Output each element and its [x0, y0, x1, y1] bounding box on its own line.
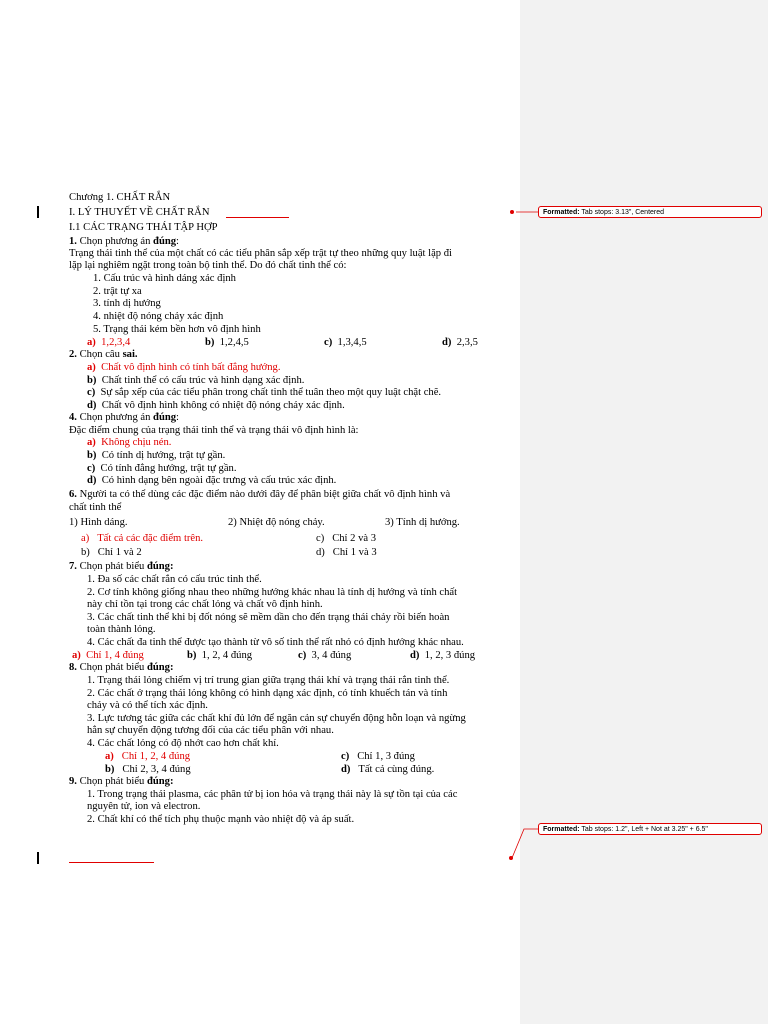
- chapter-title: Chương 1. CHẤT RẮN: [69, 192, 171, 203]
- q8-statement: 3. Lực tương tác giữa các chất khí đủ lớn để ngăn cản sự chuyển động hỗn loạn và ngừng: [87, 713, 466, 724]
- q2-stem: 2. Chọn câu sai.: [69, 349, 138, 360]
- q7-stem: 7. Chọn phát biểu đúng:: [69, 561, 174, 572]
- q1-option-c: c) 1,3,4,5: [324, 337, 367, 348]
- q8-statement: chảy và có thể tích xác định.: [87, 700, 208, 711]
- comment-anchor-dot: [510, 210, 514, 214]
- q8-statement: 4. Các chất lỏng có độ nhớt cao hơn chất khí.: [87, 738, 279, 749]
- q1-item: 1. Cấu trúc và hình dáng xác định: [93, 273, 236, 284]
- q7-statement: 2. Cơ tính không giống nhau theo những hướng khác nhau là tính dị hướng và tính chất: [87, 587, 458, 598]
- q7-option-c: c) 3, 4 đúng: [298, 650, 352, 661]
- q6-criterion: 2) Nhiệt độ nóng chảy.: [228, 517, 325, 528]
- q4-option-c: c) Có tính đẳng hướng, trật tự gần.: [87, 463, 237, 474]
- q7-option-d: d) 1, 2, 3 đúng: [410, 650, 476, 661]
- q4-option-d: d) Có hình dạng bên ngoài đặc trưng và cấu trúc xác định.: [87, 475, 337, 486]
- q4-stem: 4. Chọn phương án đúng:: [69, 412, 179, 423]
- q7-option-a: a) Chỉ 1, 4 đúng: [72, 650, 144, 661]
- section-title: I. LÝ THUYẾT VỀ CHẤT RẮN: [69, 207, 210, 218]
- q1-item: 2. trật tự xa: [93, 286, 142, 297]
- q2-option-a: a) Chất vô định hình có tính bất đẳng hướng.: [87, 362, 281, 373]
- q8-stem: 8. Chọn phát biểu đúng:: [69, 662, 174, 673]
- q6-option-a: a) Tất cả các đặc điểm trên.: [81, 533, 204, 544]
- q1-option-d: d) 2,3,5: [442, 337, 478, 348]
- q1-item: 5. Trạng thái kém bền hơn vô định hình: [93, 324, 261, 335]
- q4-option-b: b) Có tính dị hướng, trật tự gần.: [87, 450, 226, 461]
- q6-option-d: d) Chỉ 1 và 3: [316, 547, 377, 558]
- q8-option-c: c) Chỉ 1, 3 đúng: [341, 751, 415, 762]
- q6-criterion: 3) Tính dị hướng.: [385, 517, 460, 528]
- q9-stem: 9. Chọn phát biểu đúng:: [69, 776, 174, 787]
- q6-option-c: c) Chỉ 2 và 3: [316, 533, 377, 544]
- q8-option-a: a) Chỉ 1, 2, 4 đúng: [105, 751, 191, 762]
- q1-option-b: b) 1,2,4,5: [205, 337, 249, 348]
- q1-stem: 1. Chọn phương án đúng:: [69, 236, 179, 247]
- q8-option-b: b) Chỉ 2, 3, 4 đúng: [105, 764, 191, 775]
- q6-option-b: b) Chỉ 1 và 2: [81, 547, 142, 558]
- q8-option-d: d) Tất cả cùng đúng.: [341, 764, 435, 775]
- q9-statement: 2. Chất khí có thể tích phụ thuộc mạnh vào nhiệt độ và áp suất.: [87, 814, 355, 825]
- q9-statement: 1. Trong trạng thái plasma, các phân tử bị ion hóa và trạng thái này là sự tồn tại của các: [87, 789, 458, 800]
- q6-stem: 6. Người ta có thể dùng các đặc điểm nào dưới đây để phân biệt giữa chất vô định hình và: [69, 489, 451, 500]
- q7-option-b: b) 1, 2, 4 đúng: [187, 650, 253, 661]
- q2-option-b: b) Chất tinh thể có cấu trúc và hình dạng xác định.: [87, 375, 305, 386]
- q4-text-line: Đặc điểm chung của trạng thái tinh thể và trạng thái vô định hình là:: [69, 425, 359, 436]
- q1-item: 4. nhiệt độ nóng chảy xác định: [93, 311, 224, 322]
- q8-statement: 1. Trạng thái lỏng chiếm vị trí trung gian giữa trạng thái khí và trạng thái rắn tinh thể.: [87, 675, 450, 686]
- q9-statement: nguyên tử, ion và electron.: [87, 801, 201, 812]
- q1-item: 3. tính dị hướng: [93, 298, 161, 309]
- q7-statement: toàn thành lỏng.: [87, 624, 156, 635]
- q1-text-line: lặp lại nghiêm ngặt trong toàn bộ tinh thể. Do đó chất tinh thể có:: [69, 260, 347, 271]
- subsection-title: I.1 CÁC TRẠNG THÁI TẬP HỢP: [69, 222, 218, 233]
- q8-statement: 2. Các chất ở trạng thái lỏng không có hình dạng xác định, có tính khuếch tán và tính: [87, 688, 448, 699]
- q7-statement: 3. Các chất tinh thể khi bị đốt nóng sẽ mềm dần cho đến trạng thái chảy rồi biến hoàn: [87, 612, 450, 623]
- comment-anchor-dot: [509, 856, 513, 860]
- q1-text-line: Trạng thái tinh thể của một chất có các tiểu phân sắp xếp trật tự theo những quy luật lặp đi: [69, 248, 452, 259]
- q4-option-a: a) Không chịu nén.: [87, 437, 172, 448]
- q6-text-line: chất tinh thể: [69, 502, 122, 513]
- q7-statement: 1. Đa số các chất rắn có cấu trúc tinh thể.: [87, 574, 262, 585]
- q8-statement: hẳn sự chuyển động tương đối của các tiểu phân với nhau.: [87, 725, 334, 736]
- comment-connector-line: [512, 829, 538, 858]
- comment-balloon-formatted[interactable]: Formatted: Tab stops: 3.13", Centered: [538, 206, 762, 218]
- q2-option-d: d) Chất vô định hình không có nhiệt độ nóng chảy xác định.: [87, 400, 345, 411]
- q1-option-a: a) 1,2,3,4: [87, 337, 131, 348]
- q7-statement: 4. Các chất đa tinh thể được tạo thành từ vô số tinh thể rất nhỏ có định hướng khác nhau.: [87, 637, 464, 648]
- q2-option-c: c) Sự sắp xếp của các tiểu phân trong chất tinh thể tuân theo một quy luật chặt chẽ.: [87, 387, 442, 398]
- q7-statement: này chỉ tồn tại trong các chất lỏng và chất vô định hình.: [87, 599, 323, 610]
- q6-criterion: 1) Hình dáng.: [69, 517, 128, 528]
- comment-balloon-formatted[interactable]: Formatted: Tab stops: 1.2", Left + Not at 3.25" + 6.5": [538, 823, 762, 835]
